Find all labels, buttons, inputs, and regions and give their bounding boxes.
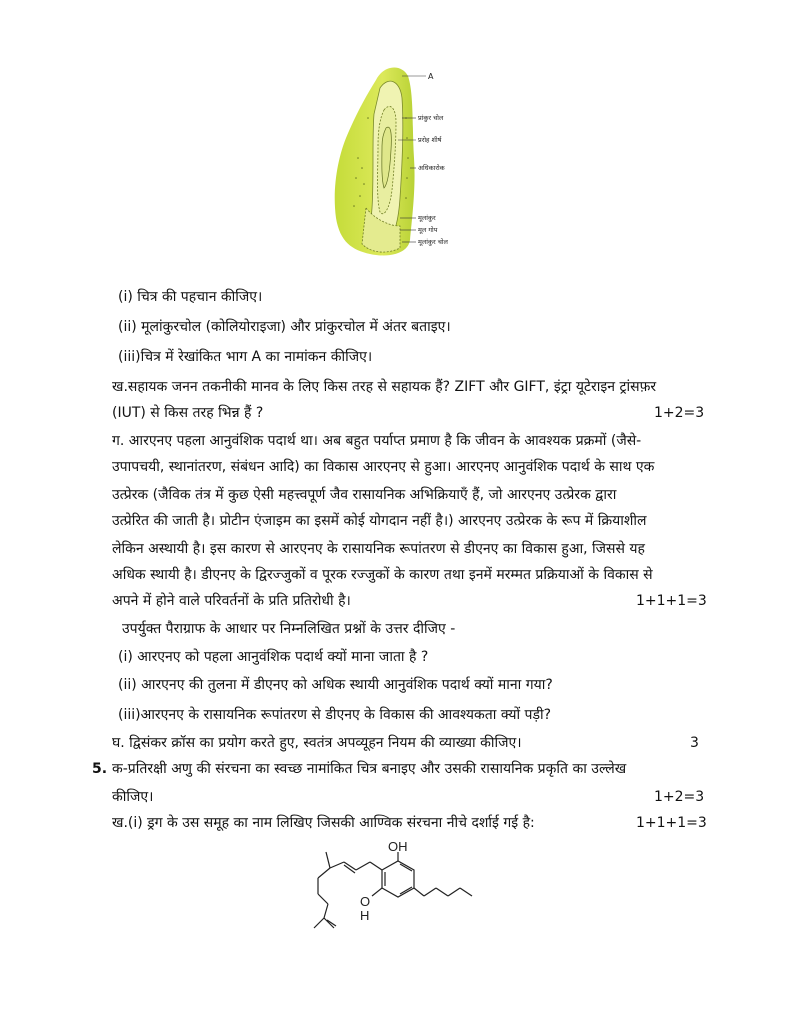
q-ga-line1: ग. आरएनए पहला आनुवंशिक पदार्थ था। अब बहुत पर्याप्त प्रमाण है कि जीवन के आवश्यक प्रक्रमों (जैसे- [112, 433, 642, 449]
label-root-cap: मूल गोप [418, 226, 438, 234]
label-a: A [428, 72, 434, 81]
q5-line2: कीजिए। [112, 789, 154, 805]
q-c-sub-3: (iii)चित्र में रेखांकित भाग A का नामांकन कीजिए। [118, 349, 373, 365]
q5-line1: क-प्रतिरक्षी अणु की संरचना का स्वच्छ नामांकित चित्र बनाइए और उसकी रासायनिक प्रकृति का उल्लेख [112, 761, 627, 777]
q-ga-line7: अपने में होने वाले परिवर्तनों के प्रति प्रतिरोधी है। [112, 593, 351, 609]
q-ga-sub-2: (ii) आरएनए की तुलना में डीएनए को अधिक स्थायी आनुवंशिक पदार्थ क्यों माना गया? [118, 677, 553, 693]
o-label: O [360, 894, 371, 909]
label-coleorhiza: मूलांकुर चोल [418, 238, 448, 246]
q-c-sub-1: (i) चित्र की पहचान कीजिए। [118, 289, 263, 305]
embryo-diagram [318, 58, 488, 268]
label-radicle: मूलांकुर [418, 214, 436, 222]
q5-number: 5. [92, 761, 108, 777]
label-shoot-apex: प्ररोह शीर्ष [418, 136, 442, 144]
label-epiblast: अधिकारोक [418, 164, 445, 172]
q-ga-sub-1: (i) आरएनए को पहला आनुवंशिक पदार्थ क्यों माना जाता है ? [118, 649, 429, 665]
q-ga-line5: लेकिन अस्थायी है। इस कारण से आरएनए के रासायनिक रूपांतरण से डीएनए का विकास हुआ, जिससे यह [112, 541, 645, 557]
label-coleoptile: प्रांकुर चोल [418, 114, 444, 122]
q-kha-line1: ख.सहायक जनन तकनीकी मानव के लिए किस तरह से सहायक हैं? ZIFT और GIFT, इंट्रा यूटेराइन ट्रांसफ़र [112, 379, 657, 395]
q-ga-line2: उपापचयी, स्थानांतरण, संबंधन आदि) का विकास आरएनए से हुआ। आरएनए आनुवंशिक पदार्थ के साथ एक [112, 459, 655, 475]
q-ga-line4: उत्प्रेरित की जाती है। प्रोटीन एंजाइम का इसमें कोई योगदान नहीं है।) आरएनए उत्प्रेरक के रूप में क्रियाशील [112, 513, 647, 529]
q-ga-line3: उत्प्रेरक (जैविक तंत्र में कुछ ऐसी महत्त्वपूर्ण जैव रासायनिक अभिक्रियाएँ हैं, जो आरएनए उत्प्रेरक द्वारा [112, 487, 617, 503]
q-ga-sub-3: (iii)आरएनए के रासायनिक रूपांतरण से डीएनए के विकास की आवश्यकता क्यों पड़ी? [118, 707, 552, 723]
q-c-sub-2: (ii) मूलांकुरचोल (कोलियोराइजा) और प्रांकुरचोल में अंतर बताइए। [118, 319, 451, 335]
q-ga-marks: 1+1+1=3 [636, 593, 707, 609]
q-kha-line2: (IUT) से किस तरह भिन्न हैं ? [112, 405, 264, 421]
q-gha-marks: 3 [690, 735, 699, 751]
q5-marks1: 1+2=3 [654, 789, 705, 805]
q5-line3: ख.(i) ड्रग के उस समूह का नाम लिखिए जिसकी आण्विक संरचना नीचे दर्शाई गई है: [112, 815, 535, 831]
q-ga-instruction: उपर्युक्त पैराग्राफ के आधार पर निम्नलिखित प्रश्नों के उत्तर दीजिए - [122, 621, 456, 637]
molecular-structure [300, 840, 490, 936]
h-label: H [360, 908, 370, 923]
q-kha-marks: 1+2=3 [654, 405, 705, 421]
q-gha-text: घ. द्विसंकर क्रॉस का प्रयोग करते हुए, स्वतंत्र अपव्यूहन नियम की व्याख्या कीजिए। [112, 735, 522, 751]
q5-marks2: 1+1+1=3 [636, 815, 707, 831]
oh-label: OH [388, 840, 408, 854]
q-ga-line6: अधिक स्थायी है। डीएनए के द्विरज्जुकों व पूरक रज्जुकों के कारण तथा इनमें मरम्मत प्रक्रियाओं के विकास से [112, 567, 653, 583]
